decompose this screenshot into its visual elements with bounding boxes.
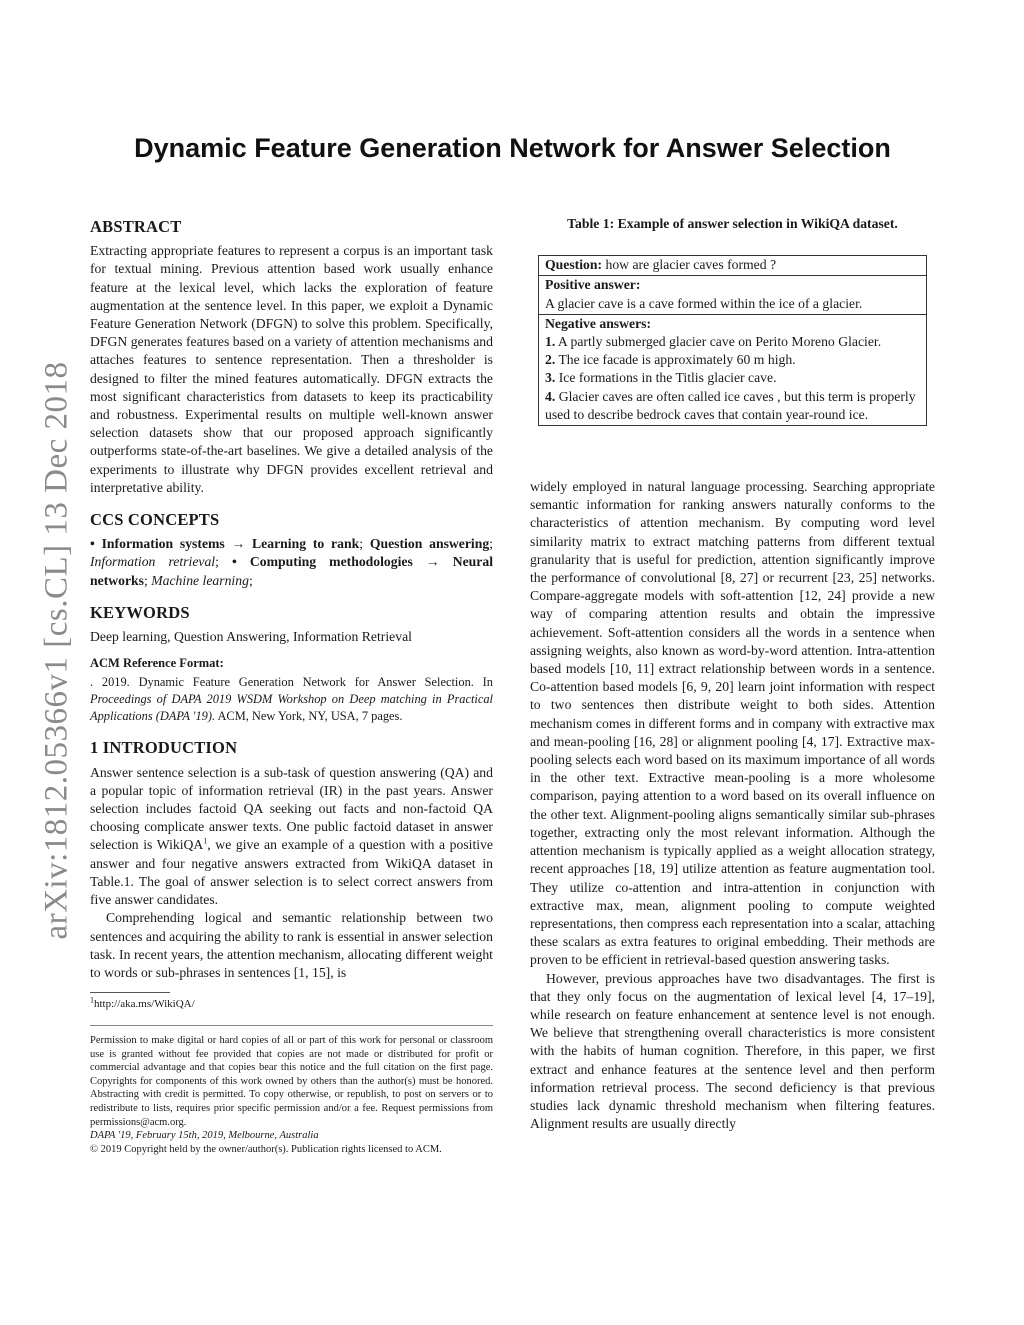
example-table <box>538 255 927 426</box>
arxiv-identifier <box>22 350 92 950</box>
arxiv-id-text: arXiv:1812.05366v1 [cs.CL] 13 Dec 2018 <box>38 360 75 940</box>
permission-rule <box>90 1025 493 1026</box>
positive-cell <box>539 276 927 314</box>
negative-answer: The ice facade is approximately 60 m high. <box>555 352 796 368</box>
ccs-separator: ; <box>359 536 370 552</box>
intro-p1-end: , we give an example of a question with a positive answer and four negative answers extracted from WikiQA dataset in Table.1. The goal of answer selection is to select correct answers from five answer candidates. <box>90 837 493 908</box>
ccs-concept: • Information systems → Learning to rank <box>90 536 360 552</box>
table-caption: Table 1: Example of answer selection in WikiQA dataset. <box>567 216 898 231</box>
ccs-concepts <box>90 535 493 590</box>
acm-reference-post: ACM, New York, NY, USA, 7 pages. <box>215 709 403 724</box>
acm-reference-pre: . 2019. Dynamic Feature Generation Network for Answer Selection. In <box>90 675 493 690</box>
abstract-heading: ABSTRACT <box>90 217 182 236</box>
negative-num: 2. <box>545 352 556 368</box>
footnote-rule <box>90 992 170 993</box>
negative-answer: Ice formations in the Titlis glacier cave. <box>555 370 777 386</box>
abstract-text: Extracting appropriate features to represent a corpus is an important task for textual mining. Previous attention based work usually enhance feature at the lexical level, which lacks the exploration of feature augmentation at the sentence level. In this paper, we exploit a Dynamic Feature Generation Network (DFGN) to solve this problem. Specifically, DFGN generates features based on a variety of attention mechanisms and attaches features to sentence representation. Then a thresholder is designed to filter the mined features automatically. DFGN extracts the most significant characteristics from datasets to keep its practicability and robustness. Experimental results on multiple well-known answer selection datasets show that our proposed approach significantly outperforms state-of-the-art baselines. We give a detailed analysis of the experiments to illustrate why DFGN provides excellent retrieval and interpretative ability. <box>90 243 493 495</box>
question-cell <box>539 256 927 276</box>
right-paragraph-1: widely employed in natural language processing. Searching appropriate semantic information for ranking answers naturally conforms to the characteristics of attention mechanism. By computing word level similarity matrix to extract matching patterns from different textual granularity that is useful for prediction, attention significantly improve the performance of convolutional [8, 27] or recurrent [23, 25] networks. Compare-aggregate models with soft-attention [12, 24] provide a new way of comparing attention results and obtain the impressive achievement. Soft-attention considers all the words in a sentence when assigning weights, also known as word-by-word attention. Intra-attention based models [10, 11] extract relationship between words in a sentence. Co-attention based models [6, 9, 20] learn joint information with respect to two sentences then distribute weight to both sides. Attention mechanism comes in different forms and in company with extractive max and mean-pooling [16, 28] or alignment pooling [4, 17]. Extractive max-pooling selects each word based on its maximum importance of all words in the other text. Extractive mean-pooling is a more wholesome comparison, paying attention to a word based on its overall influence on the other text. Alignment-pooling aligns semantically similar sub-phrases together, extracting only the most relevant information. Although the attention mechanism is typically applied as a weight allocation strategy, recent approaches [18, 19] utilize attention as feature augmentation tool. They utilize co-attention and intra-attention in conjunction with extractive max, mean, alignment pooling to compute weighted representations, then compress each representation into a scalar, attaching these scalars as extra features to original embedding. Their methods are proven to be efficient in retrieval-based question answering tasks. <box>530 479 935 968</box>
ccs-concept: Question answering <box>369 536 490 552</box>
acm-reference-text <box>90 674 493 725</box>
footnote-url: http://aka.ms/WikiQA/ <box>94 998 195 1011</box>
negative-answer: A partly submerged glacier cave on Perito Moreno Glacier. <box>555 334 882 350</box>
table-row <box>539 256 927 276</box>
conference-venue: DAPA '19, February 15th, 2019, Melbourne, Australia <box>90 1130 319 1142</box>
footnote <box>90 997 493 1011</box>
intro-paragraph-1 <box>90 764 493 910</box>
table-row <box>539 314 927 425</box>
question-text: how are glacier caves formed ? <box>602 257 777 273</box>
negative-cell <box>539 314 927 425</box>
introduction-heading: 1 INTRODUCTION <box>90 738 238 758</box>
negative-num: 3. <box>545 370 556 386</box>
negative-answer: Glacier caves are often called ice caves , but this term is properly used to describe bedrock caves that contain year-round ice. <box>545 388 916 422</box>
negative-num: 1. <box>545 334 556 350</box>
intro-p1-start: Answer sentence selection is a sub-task of question answering (QA) and a popular topic of information retrieval (IR) in the past years. Answer selection includes factoid QA seeking out facts and non-factoid QA choosing complicate answer texts. One public factoid dataset in answer selection is WikiQA <box>90 764 493 853</box>
ccs-separator: ; <box>215 554 233 570</box>
ccs-concept: Information retrieval <box>90 554 216 570</box>
keywords-heading: KEYWORDS <box>90 602 190 622</box>
paper-title: Dynamic Feature Generation Network for Answer Selection <box>134 133 891 163</box>
negative-label: Negative answers: <box>545 315 652 331</box>
ccs-separator: ; <box>489 536 494 552</box>
positive-label: Positive answer: <box>545 277 641 293</box>
footnote-ref: 1 <box>203 836 208 846</box>
table-row <box>539 276 927 314</box>
copyright-notice: © 2019 Copyright held by the owner/author(s). Publication rights licensed to ACM. <box>90 1143 442 1155</box>
right-paragraph-2: However, previous approaches have two disadvantages. The first is that they only focus on the augmentation of lexical level [4, 17–19], while research on feature enhancement at sentence level is not enough. We believe that strengthening overall characteristics is more consistent with the habits of human cognition. Therefore, in this paper, we first extract and enhance features at the sentence level and then perform information retrieval process. The second deficiency is that previous studies lack dynamic threshold mechanism when filtering features. Alignment results are usually directly <box>530 970 935 1132</box>
ccs-heading: CCS CONCEPTS <box>90 510 220 530</box>
ccs-concept: • Computing methodologies → Neural networks <box>90 554 493 588</box>
footnote-mark: 1 <box>90 995 94 1005</box>
negative-num: 4. <box>545 388 556 404</box>
permission-notice: Permission to make digital or hard copies of all or part of this work for personal or classroom use is granted without fee provided that copies are not made or distributed for profit or commercial advantage and that copies bear this notice and the full citation on the first page. Copyrights for components of this work owned by others than the author(s) must be honored. Abstracting with credit is permitted. To copy otherwise, or republish, to post on servers or to redistribute to lists, requires prior specific permission and/or a fee. Request permissions from permissions@acm.org. <box>90 1035 493 1128</box>
question-label: Question: <box>545 257 603 273</box>
intro-paragraph-2: Comprehending logical and semantic relationship between two sentences and acquiring the ability to rank is essential in answer selection task. In recent years, the attention mechanism, allocating different weight to words or sub-phrases in sentences [1, 15], is <box>90 910 493 980</box>
ccs-separator: ; <box>248 572 253 588</box>
positive-answer: A glacier cave is a cave formed within the ice of a glacier. <box>545 295 863 311</box>
acm-reference-heading: ACM Reference Format: <box>90 656 224 671</box>
ccs-concept: Machine learning <box>151 572 249 588</box>
keywords-text: Deep learning, Question Answering, Information Retrieval <box>90 629 412 645</box>
ccs-separator: ; <box>144 572 152 588</box>
left-column <box>90 218 493 1156</box>
acm-reference-venue: Proceedings of DAPA 2019 WSDM Workshop on Deep matching in Practical Applications (DAPA '19). <box>90 692 493 724</box>
right-column <box>530 215 935 1133</box>
